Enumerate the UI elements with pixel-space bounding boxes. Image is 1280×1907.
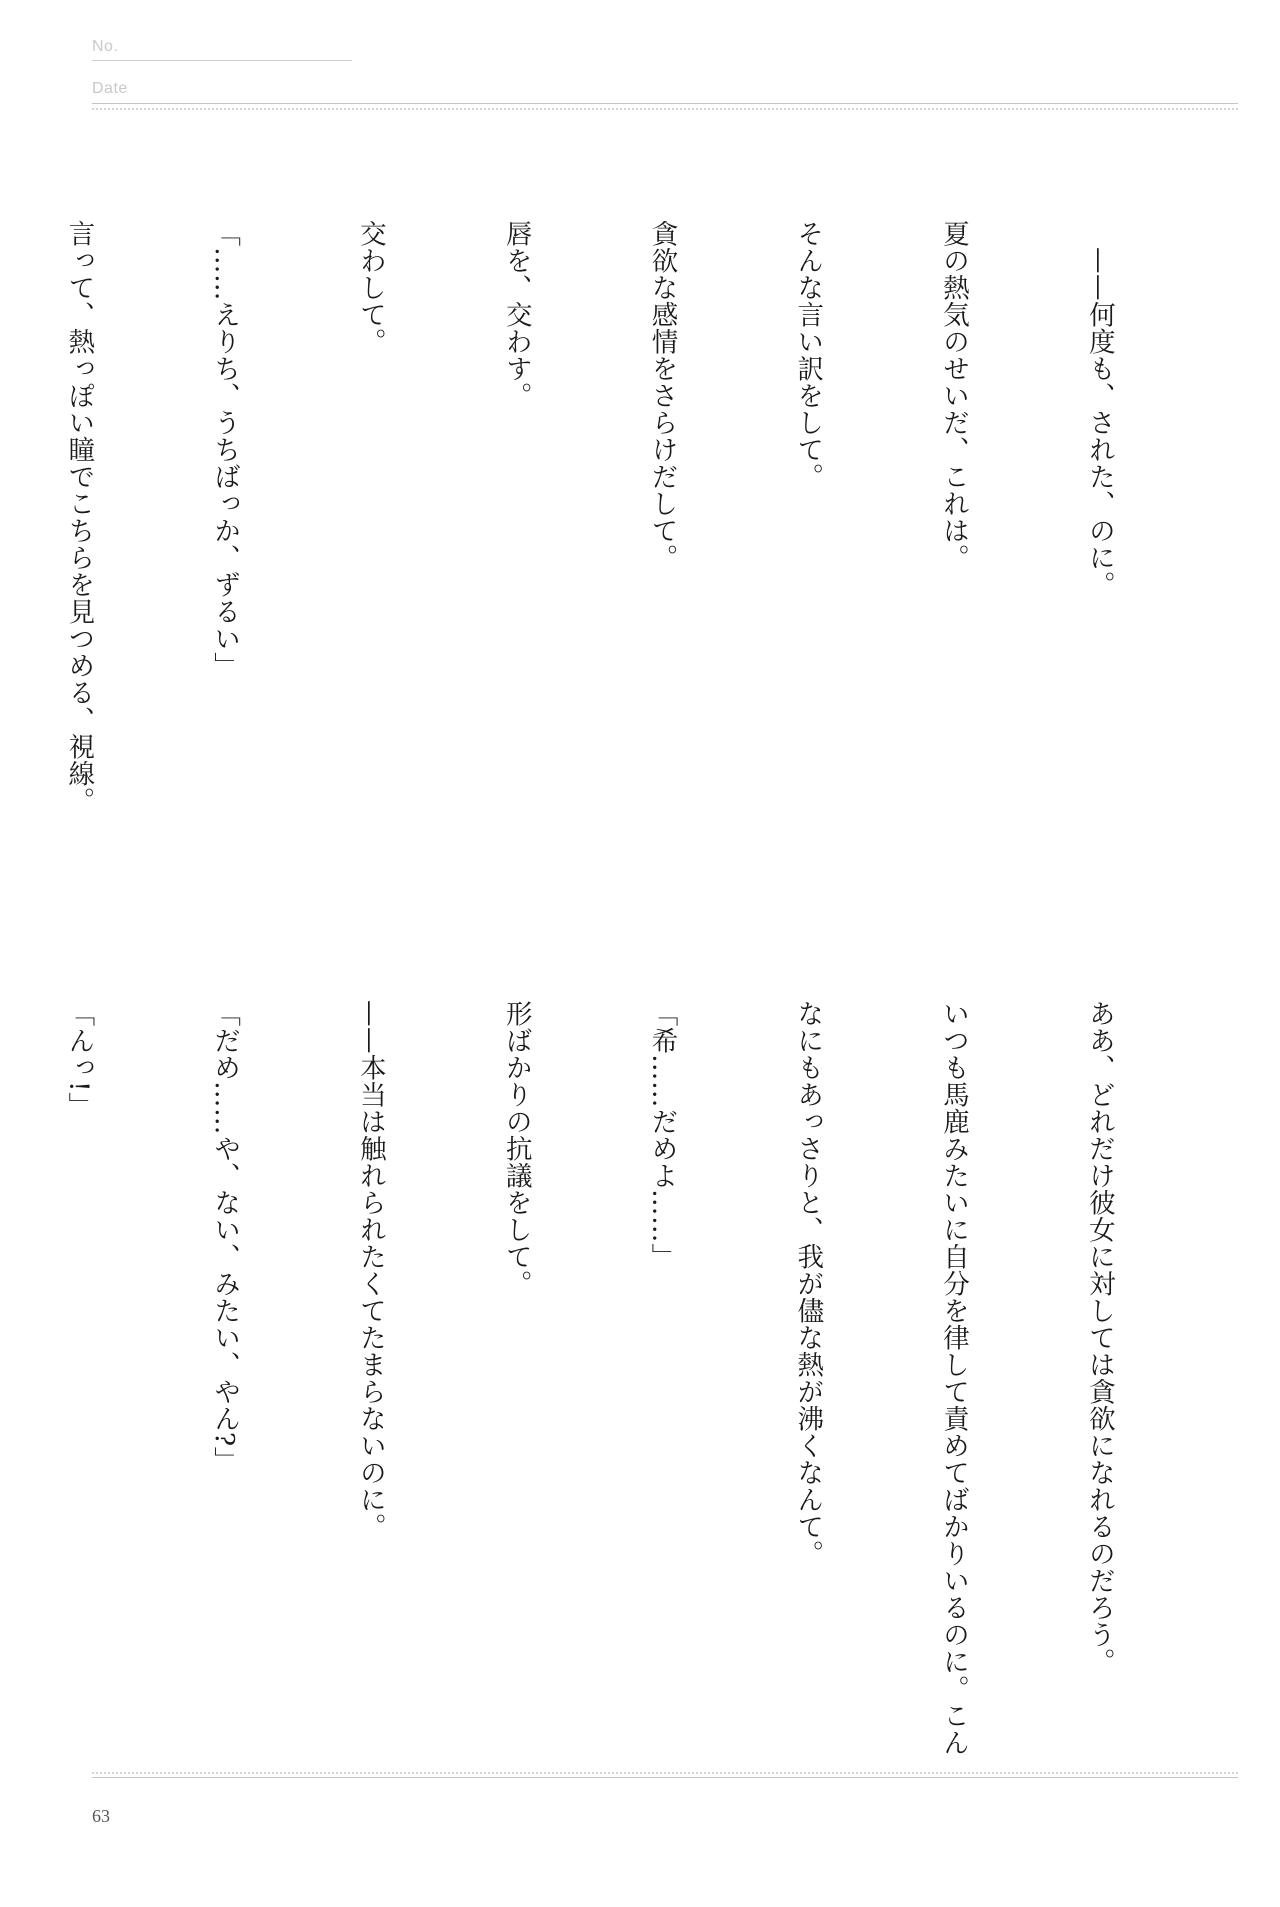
text-line: ——本当は触れられたくてたまらないのに。 bbox=[354, 1000, 386, 1540]
text-line: いつも馬鹿みたいに自分を律して責めてばかりいるのに。こん bbox=[938, 1000, 970, 1756]
text-line: 「だめ……や、ない、みたい、やん?」 bbox=[209, 1000, 241, 1474]
bottom-rule bbox=[92, 1777, 1238, 1778]
no-underline bbox=[92, 60, 352, 61]
text-line: 「んっ!」 bbox=[63, 1000, 95, 1120]
text-line: ——何度も、された、のに。 bbox=[1083, 220, 1115, 598]
text-block-top bbox=[0, 220, 1220, 940]
text-line: ああ、どれだけ彼女に対しては貪欲になれるのだろう。 bbox=[1083, 1000, 1115, 1675]
text-line: 「希……だめよ……」 bbox=[646, 1000, 678, 1270]
no-label: No. bbox=[92, 38, 119, 55]
text-line: そんな言い訳をして。 bbox=[792, 220, 824, 490]
text-line: 貪欲な感情をさらけだして。 bbox=[646, 220, 678, 571]
text-line: 交わして。 bbox=[354, 220, 386, 355]
date-label: Date bbox=[92, 80, 128, 97]
text-line: なにもあっさりと、我が儘な熱が沸くなんて。 bbox=[792, 1000, 824, 1567]
top-rule-dots bbox=[92, 108, 1238, 110]
text-line: 言って、熱っぽい瞳でこちらを見つめる、視線。 bbox=[63, 220, 95, 814]
bottom-rule-dots bbox=[92, 1772, 1238, 1774]
text-line: 唇を、交わす。 bbox=[500, 220, 532, 409]
page-number: 63 bbox=[92, 1806, 110, 1826]
text-block-bottom bbox=[0, 1000, 1220, 1756]
text-line: 形ばかりの抗議をして。 bbox=[500, 1000, 532, 1297]
text-line: 「……えりち、うちばっか、ずるい」 bbox=[209, 220, 241, 679]
top-rule bbox=[92, 103, 1238, 104]
text-line: 夏の熱気のせいだ、これは。 bbox=[938, 220, 970, 571]
